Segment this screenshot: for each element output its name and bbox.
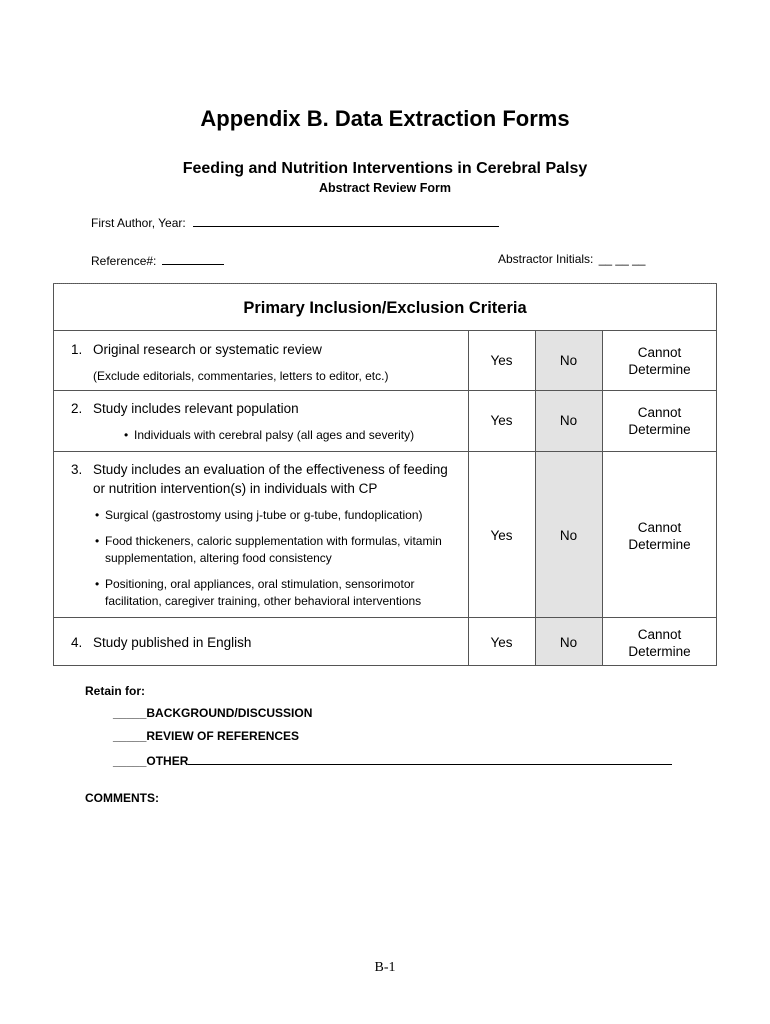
option-label: Cannot bbox=[637, 405, 682, 420]
criterion-2-no[interactable]: No bbox=[559, 413, 578, 428]
criterion-2-cannot-determine[interactable] bbox=[602, 404, 717, 438]
criterion-3-bullet-2 bbox=[95, 533, 442, 567]
column-divider-2 bbox=[535, 331, 536, 666]
criterion-3-yes[interactable]: Yes bbox=[490, 528, 513, 543]
bullet-text: Individuals with cerebral palsy (all ages and severity) bbox=[134, 428, 415, 442]
option-label: Determine bbox=[628, 362, 691, 377]
criterion-3-bullet-1 bbox=[95, 507, 423, 524]
criterion-text-cont: or nutrition intervention(s) in individuals with CP bbox=[93, 481, 378, 496]
criterion-3-no[interactable]: No bbox=[559, 528, 578, 543]
criterion-1-no[interactable]: No bbox=[559, 353, 578, 368]
criterion-4-no[interactable]: No bbox=[559, 635, 578, 650]
bullet-text-cont: facilitation, caregiver training, other behavioral interventions bbox=[105, 594, 422, 608]
option-label: Cannot bbox=[637, 520, 682, 535]
bullet-text: Positioning, oral appliances, oral stimulation, sensorimotor bbox=[105, 577, 415, 591]
criterion-text: Study includes an evaluation of the effectiveness of feeding bbox=[93, 462, 448, 477]
bullet-text-cont: supplementation, altering food consistency bbox=[105, 551, 332, 565]
criterion-2-yes[interactable]: Yes bbox=[490, 413, 513, 428]
retain-background-discussion[interactable] bbox=[113, 706, 312, 720]
criterion-4-cannot-determine[interactable] bbox=[602, 626, 717, 660]
page-number: B-1 bbox=[374, 960, 396, 975]
reference-input[interactable] bbox=[162, 252, 224, 265]
option-label: Determine bbox=[628, 537, 691, 552]
option-label: Cannot bbox=[637, 627, 682, 642]
bullet-icon: • bbox=[95, 508, 100, 522]
retain-label: Retain for: bbox=[85, 684, 145, 698]
criterion-3-cannot-determine[interactable] bbox=[602, 519, 717, 553]
option-label: Determine bbox=[628, 422, 691, 437]
row-divider-3 bbox=[53, 617, 717, 618]
form-name: Abstract Review Form bbox=[319, 181, 451, 195]
first-author-field bbox=[91, 214, 499, 230]
retain-blank: _____ bbox=[113, 729, 147, 743]
retain-item-label: BACKGROUND/DISCUSSION bbox=[146, 706, 313, 720]
criterion-text: Study includes relevant population bbox=[93, 401, 299, 416]
retain-other[interactable] bbox=[113, 752, 672, 768]
bullet-icon: • bbox=[95, 534, 100, 548]
row-divider-1 bbox=[53, 390, 717, 391]
criterion-number: 1. bbox=[71, 342, 83, 357]
criterion-3 bbox=[71, 460, 448, 498]
bullet-text: Surgical (gastrostomy using j-tube or g-tube, fundoplication) bbox=[105, 508, 423, 522]
bullet-text: Food thickeners, caloric supplementation with formulas, vitamin bbox=[105, 534, 442, 548]
abstractor-initials-input[interactable]: __ __ __ bbox=[598, 252, 646, 266]
retain-blank: _____ bbox=[113, 754, 147, 768]
first-author-input[interactable] bbox=[193, 214, 499, 227]
criterion-4 bbox=[71, 633, 251, 652]
retain-blank: _____ bbox=[113, 706, 147, 720]
criterion-2 bbox=[71, 399, 299, 418]
abstractor-field bbox=[498, 252, 645, 266]
retain-review-of-references[interactable] bbox=[113, 729, 299, 743]
criterion-1 bbox=[71, 340, 322, 359]
form-subtitle: Feeding and Nutrition Interventions in Cerebral Palsy bbox=[182, 160, 588, 177]
column-divider-1 bbox=[468, 331, 469, 666]
reference-label: Reference#: bbox=[91, 254, 157, 268]
comments-label: COMMENTS: bbox=[85, 791, 159, 805]
retain-item-label: OTHER bbox=[146, 754, 189, 768]
row-divider-2 bbox=[53, 451, 717, 452]
retain-item-label: REVIEW OF REFERENCES bbox=[146, 729, 300, 743]
criterion-text: Study published in English bbox=[93, 635, 252, 650]
criterion-number: 2. bbox=[71, 401, 83, 416]
criterion-1-note: (Exclude editorials, commentaries, letters to editor, etc.) bbox=[93, 369, 389, 383]
criterion-number: 3. bbox=[71, 462, 83, 477]
bullet-icon: • bbox=[95, 577, 100, 591]
criterion-number: 4. bbox=[71, 635, 83, 650]
first-author-label: First Author, Year: bbox=[91, 216, 186, 230]
page-title: Appendix B. Data Extraction Forms bbox=[200, 106, 570, 131]
abstractor-label: Abstractor Initials: bbox=[498, 252, 594, 266]
criterion-3-bullet-3 bbox=[95, 576, 422, 610]
criterion-1-cannot-determine[interactable] bbox=[602, 344, 717, 378]
criterion-4-yes[interactable]: Yes bbox=[490, 635, 513, 650]
option-label: Determine bbox=[628, 644, 691, 659]
criterion-2-bullet bbox=[124, 427, 415, 444]
reference-field bbox=[91, 252, 224, 268]
other-specify-input[interactable] bbox=[188, 752, 672, 765]
criterion-1-yes[interactable]: Yes bbox=[490, 353, 513, 368]
criterion-text: Original research or systematic review bbox=[93, 342, 322, 357]
option-label: Cannot bbox=[637, 345, 682, 360]
table-header: Primary Inclusion/Exclusion Criteria bbox=[53, 283, 717, 331]
column-divider-3 bbox=[602, 331, 603, 666]
bullet-icon: • bbox=[124, 428, 129, 442]
